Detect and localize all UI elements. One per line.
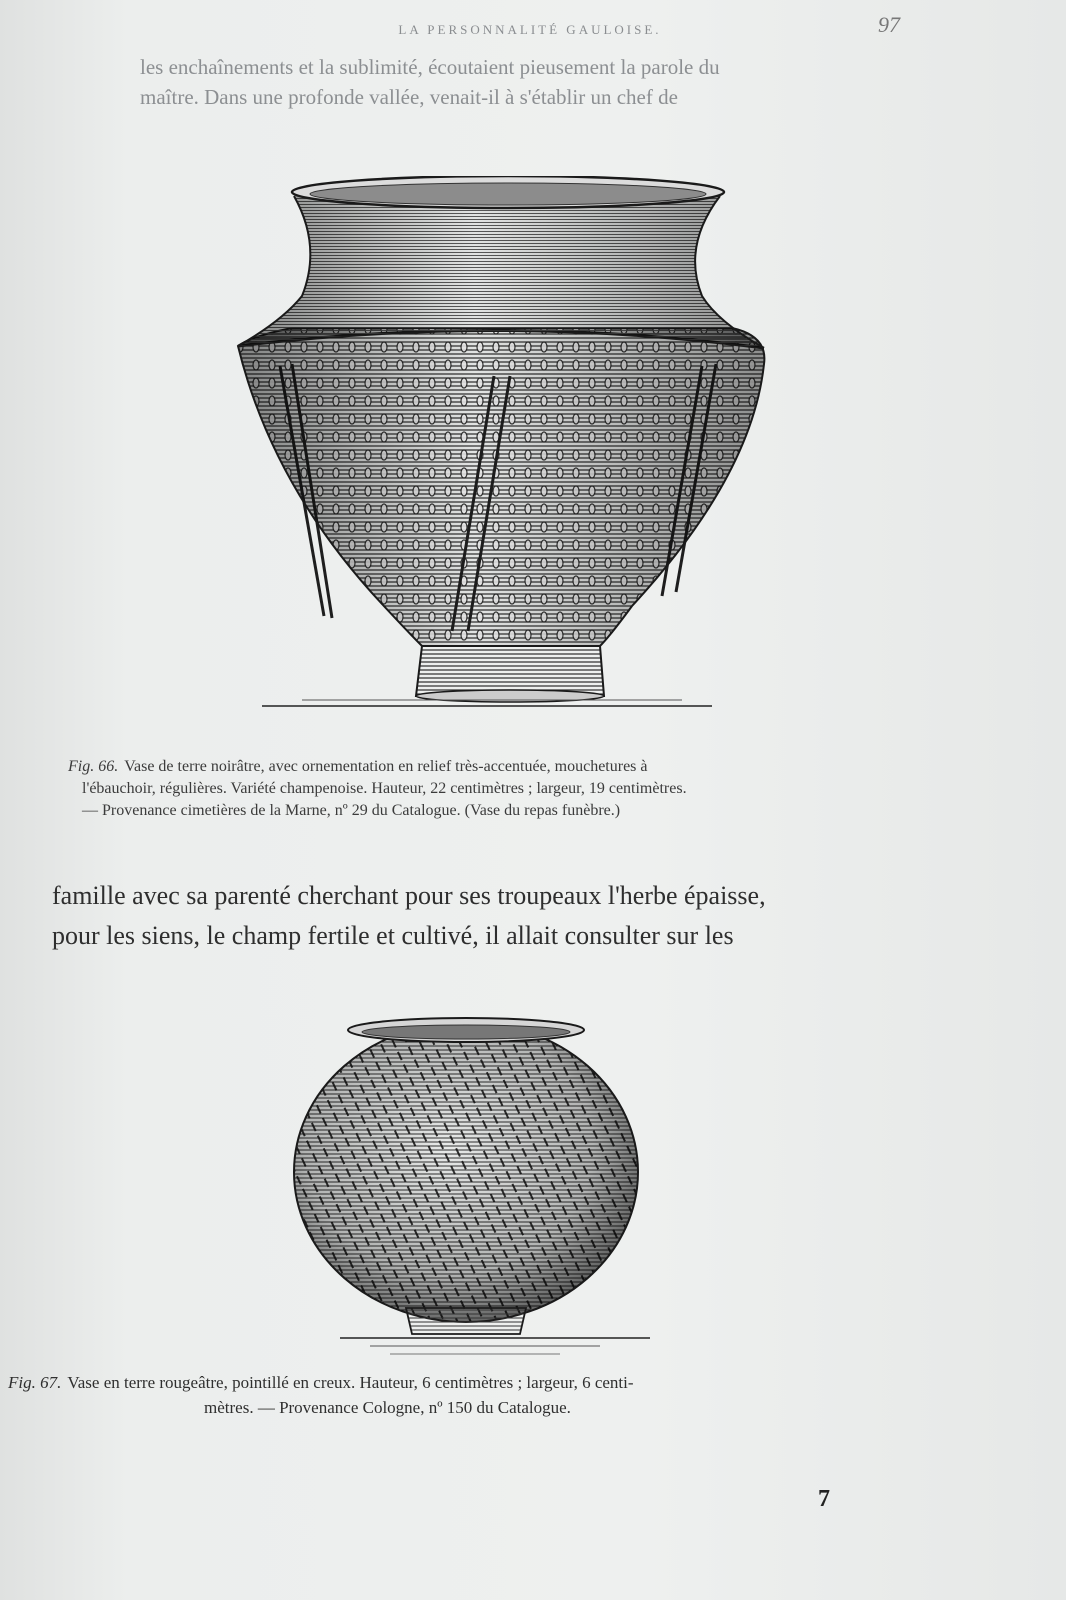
figure67-caption-line-2: mètres. — Provenance Cologne, nº 150 du Catalogue.	[204, 1398, 571, 1417]
figure67-caption-line-1: Vase en terre rougeâtre, pointillé en creux. Hauteur, 6 centimètres ; largeur, 6 centi-	[67, 1373, 634, 1392]
body-text-line-2: pour les siens, le champ fertile et cultivé, il allait consulter sur les	[52, 921, 734, 950]
figure67-label: Fig. 67.	[8, 1373, 62, 1392]
body-paragraph	[52, 876, 932, 956]
top-paragraph	[140, 52, 910, 112]
signature-mark: 7	[818, 1486, 830, 1512]
vase-illustration-fig67	[280, 1012, 670, 1372]
top-text-line-1: les enchaînements et la sublimité, écoutaient pieusement la parole du	[140, 55, 720, 79]
figure66-caption-line-1: Vase de terre noirâtre, avec ornementation en relief très-accentuée, mouchetures à	[124, 758, 648, 775]
page-number: 97	[878, 12, 900, 37]
figure67-caption	[8, 1370, 938, 1420]
running-title: LA PERSONNALITÉ GAULOISE.	[398, 22, 662, 37]
figure66-label: Fig. 66.	[68, 758, 119, 775]
figure66-caption-line-2: l'ébauchoir, régulières. Variété champenoise. Hauteur, 22 centimètres ; largeur, 19 centimètres.	[82, 780, 687, 797]
top-text-line-2: maître. Dans une profonde vallée, venait-il à s'établir un chef de	[140, 85, 678, 109]
figure66-caption	[68, 756, 928, 822]
body-text-line-1: famille avec sa parenté cherchant pour ses troupeaux l'herbe épaisse,	[52, 881, 766, 910]
vase-illustration-fig66	[232, 176, 792, 736]
figure66-caption-line-3: — Provenance cimetières de la Marne, nº 29 du Catalogue. (Vase du repas funèbre.)	[82, 802, 621, 819]
